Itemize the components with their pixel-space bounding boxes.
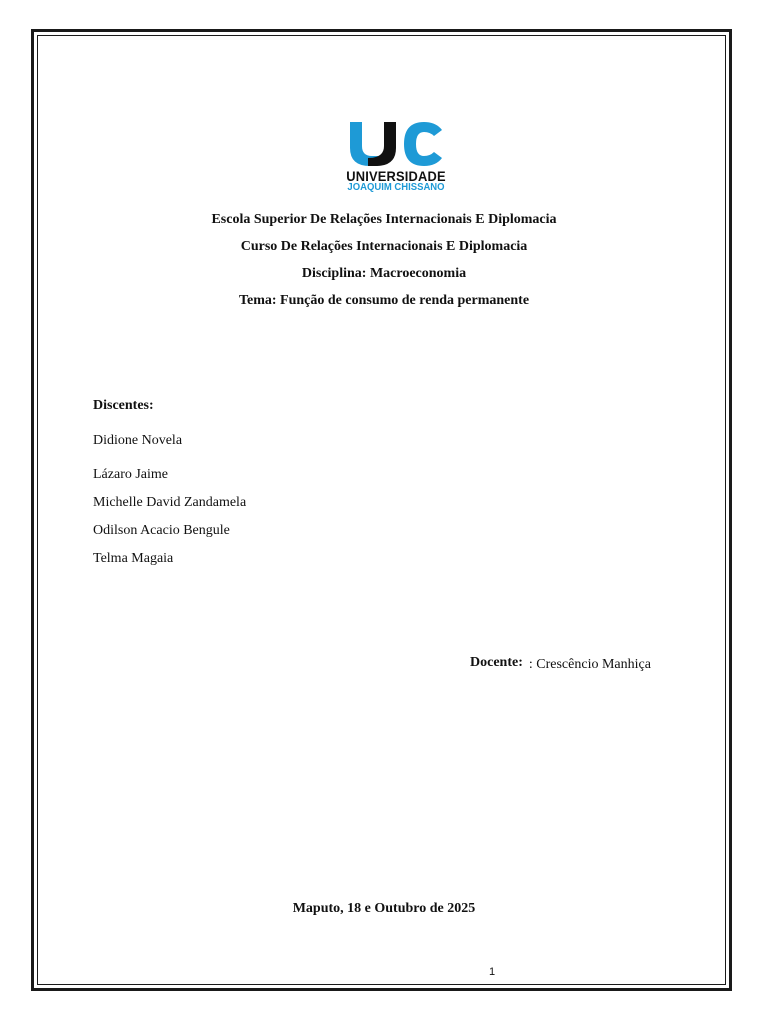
uc-logo-mark <box>338 118 454 170</box>
topic-line: Tema: Função de consumo de renda permanente <box>238 293 530 308</box>
student-name: Didione Novela <box>93 433 183 448</box>
logo-subtitle: JOAQUIM CHISSANO <box>347 182 445 193</box>
course-name: Curso De Relações Internacionais E Diplomacia <box>240 239 528 254</box>
school-name: Escola Superior De Relações Internacionais E Diplomacia <box>211 212 557 227</box>
students-label: Discentes: <box>93 398 154 413</box>
student-name: Telma Magaia <box>93 551 174 566</box>
student-name: Michelle David Zandamela <box>93 495 247 510</box>
page-number: 1 <box>488 966 496 978</box>
teacher-line <box>470 654 651 671</box>
discipline-line: Disciplina: Macroeconomia <box>301 266 467 281</box>
teacher-name: : Crescêncio Manhiça <box>528 657 651 672</box>
teacher-label: Docente: <box>470 655 523 670</box>
place-date: Maputo, 18 e Outubro de 2025 <box>292 901 476 916</box>
student-name: Lázaro Jaime <box>93 467 169 482</box>
student-name: Odilson Acacio Bengule <box>93 523 230 538</box>
university-logo <box>338 118 454 196</box>
logo-wordmark: UNIVERSIDADE <box>346 168 446 184</box>
